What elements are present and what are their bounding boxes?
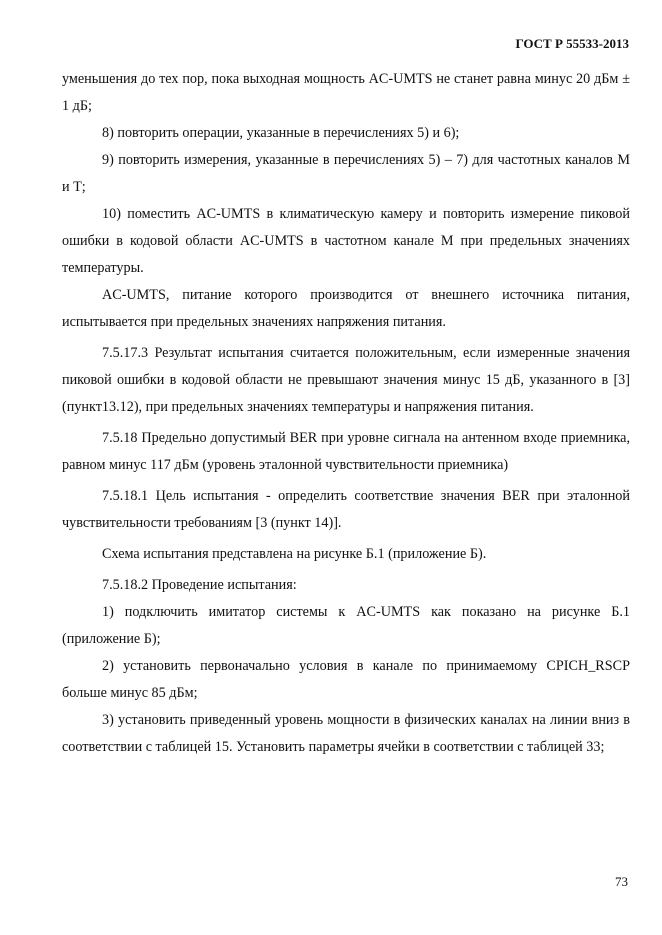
section-7-5-17-3: 7.5.17.3 Результат испытания считается положительным, если измеренные значения пиковой ошибки в кодовой области не превышают значения минус 15 дБ, указанного в [3] (пункт13.12), при предельных значениях температуры и напряжения питания. [62, 345, 630, 415]
body-text [62, 66, 630, 761]
paragraph-test-scheme: Схема испытания представлена на рисунке Б.1 (приложение Б). [102, 546, 487, 562]
step-3: 3) установить приведенный уровень мощности в физических каналах на линии вниз в соответствии с таблицей 15. Установить параметры ячейки в соответствии с таблицей 33; [62, 712, 630, 755]
section-7-5-18-1: 7.5.18.1 Цель испытания - определить соответствие значения BER при эталонной чувствительности требованиям [3 (пункт 14)]. [62, 488, 630, 531]
paragraph-continuation: уменьшения до тех пор, пока выходная мощность AC-UMTS не станет равна минус 20 дБм ± 1 дБ; [62, 71, 630, 114]
paragraph-power-supply: AC-UMTS, питание которого производится от внешнего источника питания, испытывается при предельных значениях напряжения питания. [62, 287, 630, 330]
page-number: 73 [615, 874, 628, 889]
step-2: 2) установить первоначально условия в канале по принимаемому CPICH_RSCP больше минус 85 дБм; [62, 658, 630, 701]
standard-header: ГОСТ Р 55533-2013 [515, 36, 629, 51]
section-7-5-18-2: 7.5.18.2 Проведение испытания: [102, 577, 297, 593]
list-item-10: 10) поместить AC-UMTS в климатическую камеру и повторить измерение пиковой ошибки в кодовой области AC-UMTS в частотном канале М при предельных значениях температуры. [62, 206, 630, 276]
list-item-9: 9) повторить измерения, указанные в перечислениях 5) – 7) для частотных каналов М и Т; [62, 152, 630, 195]
section-7-5-18: 7.5.18 Предельно допустимый BER при уровне сигнала на антенном входе приемника, равном минус 117 дБм (уровень эталонной чувствительности приемника) [62, 430, 630, 473]
list-item-8: 8) повторить операции, указанные в перечислениях 5) и 6); [102, 125, 460, 141]
step-1: 1) подключить имитатор системы к AC-UMTS как показано на рисунке Б.1 (приложение Б); [62, 604, 630, 647]
